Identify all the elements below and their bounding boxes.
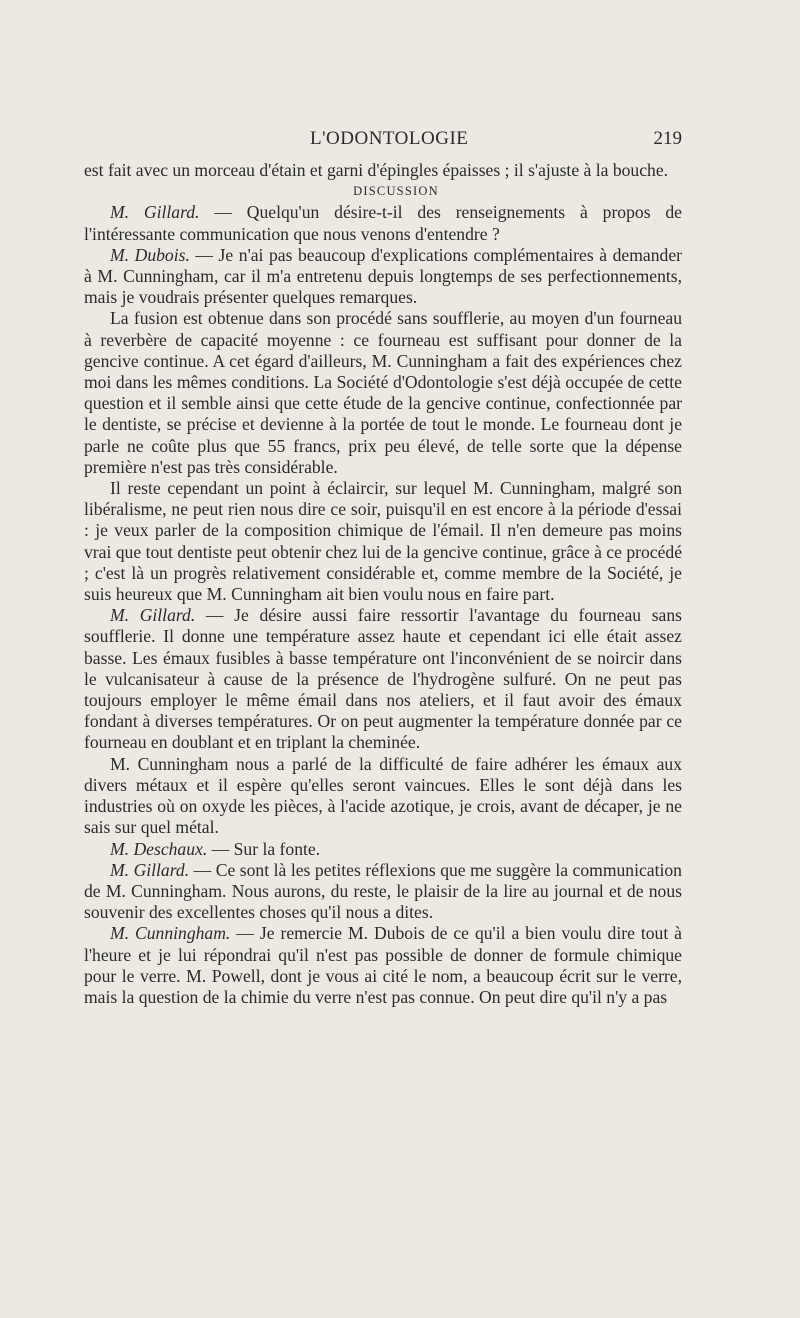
section-heading: DISCUSSION	[353, 184, 439, 199]
speaker-name: M. Gillard.	[110, 859, 190, 880]
paragraph: La fusion est obtenue dans son procédé sans soufflerie, au moyen d'un fourneau à reverbère de capacité moyenne : ce fourneau est suffisant pour donner de la gencive continue. A cet égard d'ailleurs, M. Cunningham a fait des expériences chez moi dans les mêmes conditions. La Société d'Odontologie s'est déjà occupée de cette question et il semble ainsi que cette étude de la gencive continue, confectionnée par le dentiste, se précise et devienne à la portée de tout le monde. Le fourneau dont je parle ne coûte plus que 55 francs, prix peu élevé, de telle sorte que la dépense première n'est pas très considérable.	[84, 308, 682, 477]
paragraph: M. Gillard. — Ce sont là les petites réflexions que me suggère la communication de M. Cunningham. Nous aurons, du reste, le plaisir de la lire au journal et de nous souvenir des excellentes choses qu'il nous a dites.	[84, 859, 682, 923]
paragraph: Il reste cependant un point à éclaircir, sur lequel M. Cunningham, malgré son libéralisme, ne peut rien nous dire ce soir, puisqu'il en est encore à la période d'essai : je veux parler de la composition chimique de l'émail. Il n'en demeure pas moins vrai que tout dentiste peut obtenir chez lui de la gencive continue, grâce à ce procédé ; c'est là un progrès relativement considérable et, comme membre de la Société, je suis heureux que M. Cunningham ait bien voulu nous en faire part.	[84, 478, 682, 605]
speaker-name: M. Deschaux.	[110, 838, 208, 859]
paragraph: M. Cunningham. — Je remercie M. Dubois de ce qu'il a bien voulu dire tout à l'heure et je lui répondrai qu'il n'est pas possible de donner de formule chimique pour le verre. M. Powell, dont je vous ai cité le nom, a beaucoup écrit sur le verre, mais la question de la chimie du verre n'est pas connue. On peut dire qu'il n'y a pas	[84, 923, 682, 1007]
paragraph: M. Deschaux. — Sur la fonte.	[110, 838, 321, 859]
paragraph: M. Gillard. — Quelqu'un désire-t-il des renseignements à propos de l'intéressante communication que nous venons d'entendre ?	[84, 202, 682, 244]
body-text	[84, 160, 682, 1008]
paragraph: M. Cunningham nous a parlé de la difficulté de faire adhérer les émaux aux divers métaux et il espère qu'elles seront vaincues. Elles le sont déjà dans les industries où on oxyde les pièces, à l'acide azotique, je crois, avant de décaper, je ne sais sur quel métal.	[84, 753, 682, 838]
running-title: L'ODONTOLOGIE	[310, 128, 469, 149]
paragraph: est fait avec un morceau d'étain et garni d'épingles épaisses ; il s'ajuste à la bouche.	[84, 160, 669, 180]
paragraph: M. Dubois. — Je n'ai pas beaucoup d'explications complémentaires à demander à M. Cunningham, car il m'a entretenu depuis longtemps de ses perfectionnements, mais je voudrais présenter quelques remarques.	[84, 244, 682, 308]
speaker-name: M. Cunningham.	[110, 923, 231, 944]
page-number: 219	[653, 128, 682, 149]
speaker-name: M. Gillard.	[110, 202, 200, 223]
page-header	[84, 128, 682, 154]
speaker-name: M. Dubois.	[110, 244, 190, 265]
paragraph: M. Gillard. — Je désire aussi faire ressortir l'avantage du fourneau sans soufflerie. Il donne une température assez haute et cependant ici elle était assez basse. Les émaux fusibles à basse température ont l'inconvénient de se noircir dans le vulcanisateur à cause de la présence de l'hydrogène sulfuré. On ne peut pas toujours employer le même émail dans nos ateliers, et il faut avoir des émaux fondant à diverses températures. Or on peut augmenter la température donnée par ce fourneau en doublant et en triplant la cheminée.	[84, 605, 683, 753]
speaker-name: M. Gillard.	[110, 605, 196, 626]
